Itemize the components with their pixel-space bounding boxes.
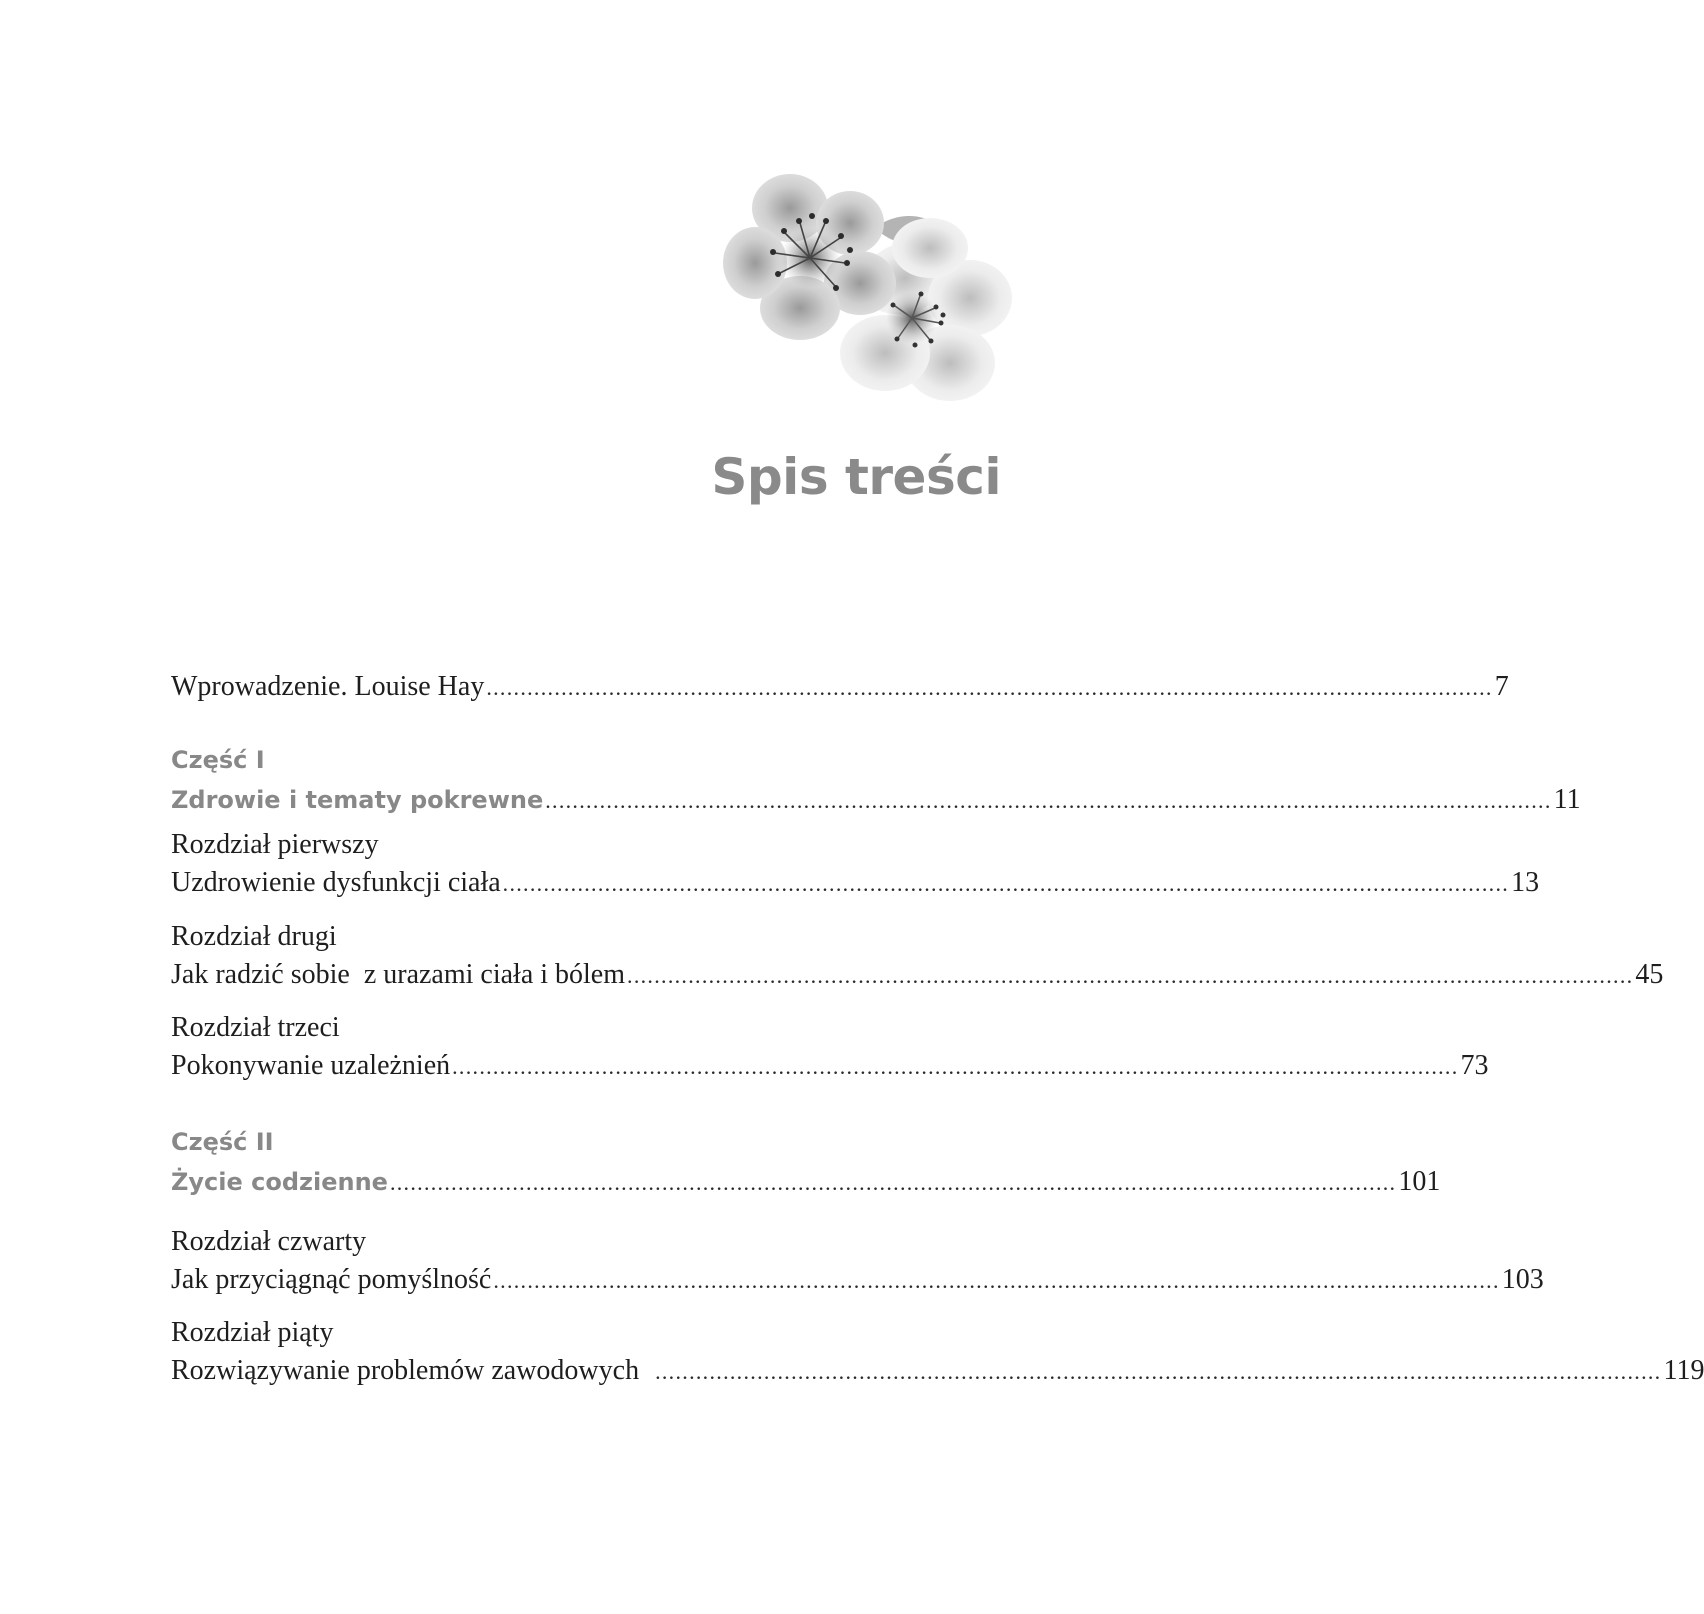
toc-page-number: 45 <box>1635 959 1664 990</box>
toc-leader-dots: .................................................................................................................................................... <box>493 1268 1500 1293</box>
toc-entry-chapter4 <box>171 1264 1544 1298</box>
chapter-label: Rozdział drugi <box>171 921 337 952</box>
toc-leader-dots: .................................................................................................................................................... <box>452 1054 1459 1079</box>
toc-leader-dots: .................................................................................................................................................... <box>627 963 1634 988</box>
toc-entry-title: Jak radzić sobie z urazami ciała i bólem <box>171 959 626 990</box>
toc-entry-title: Pokonywanie uzależnień <box>171 1050 451 1081</box>
toc-page-number: 13 <box>1511 867 1540 898</box>
toc-entry-title: Jak przyciągnąć pomyślność <box>171 1264 492 1295</box>
toc-page-number: 103 <box>1501 1264 1544 1295</box>
cherry-blossom-image <box>700 168 1030 418</box>
toc-page-number: 11 <box>1553 784 1581 815</box>
toc-entry-title: Życie codzienne <box>171 1168 388 1196</box>
toc-entry-title: Zdrowie i tematy pokrewne <box>171 786 544 814</box>
toc-entry-part2 <box>171 1166 1441 1200</box>
page-title: Spis treści <box>711 448 1001 506</box>
toc-entry-chapter1 <box>171 867 1540 901</box>
toc-entry-chapter5 <box>171 1355 1704 1389</box>
toc-entry-title: Wprowadzenie. Louise Hay <box>171 671 485 702</box>
chapter-label: Rozdział czwarty <box>171 1226 367 1257</box>
chapter-label: Rozdział pierwszy <box>171 829 379 860</box>
chapter-label: Rozdział piąty <box>171 1317 334 1348</box>
toc-leader-dots: .................................................................................................................................................... <box>502 871 1510 896</box>
toc-entry-title: Uzdrowienie dysfunkcji ciała <box>171 867 501 898</box>
toc-entry-part1 <box>171 784 1581 818</box>
toc-entry-chapter3 <box>171 1050 1489 1084</box>
toc-page-number: 119 <box>1663 1355 1704 1386</box>
toc-page-number: 73 <box>1460 1050 1489 1081</box>
part-label: Część II <box>171 1128 274 1156</box>
toc-leader-dots: .................................................................................................................................................... <box>655 1359 1662 1384</box>
toc-leader-dots: .................................................................................................................................................... <box>389 1170 1397 1195</box>
toc-entry-title: Rozwiązywanie problemów zawodowych <box>171 1355 640 1386</box>
toc-leader-dots: .................................................................................................................................................... <box>545 788 1552 813</box>
chapter-label: Rozdział trzeci <box>171 1012 340 1043</box>
toc-entry-intro <box>171 671 1509 705</box>
toc-leader-dots: .................................................................................................................................................... <box>486 675 1493 700</box>
toc-page-number: 7 <box>1494 671 1509 702</box>
toc-entry-chapter2 <box>171 959 1664 993</box>
toc-page-number: 101 <box>1398 1166 1441 1197</box>
part-label: Część I <box>171 746 265 774</box>
